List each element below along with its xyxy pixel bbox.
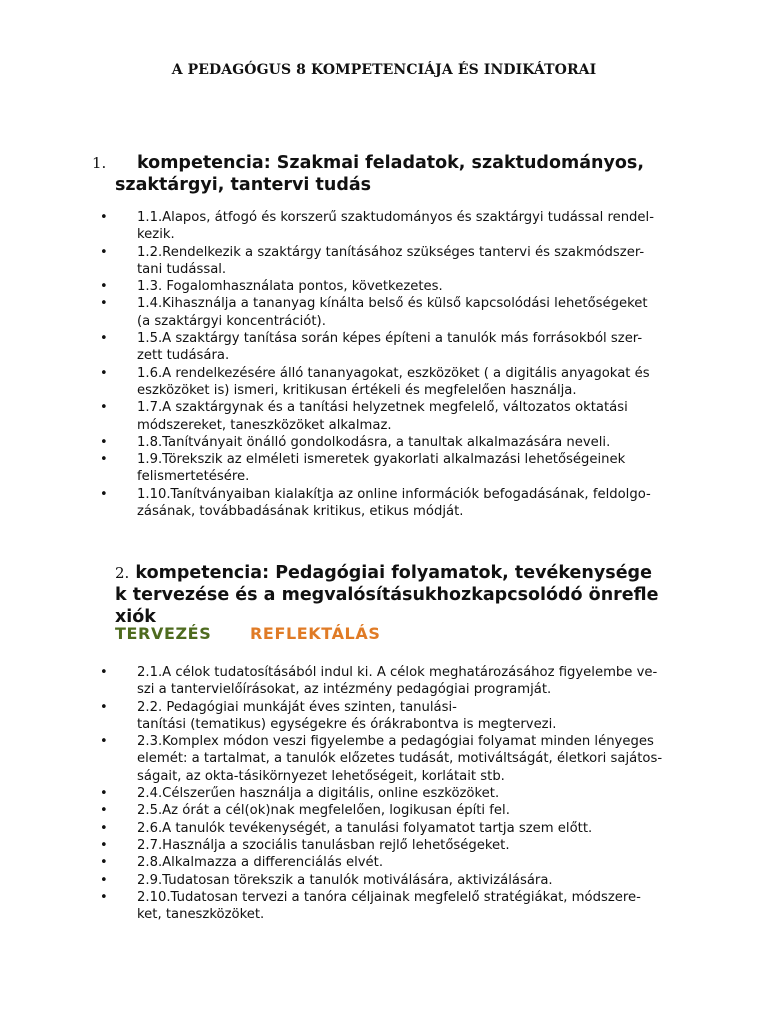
indicator-item (0, 664, 768, 699)
indicator-item (0, 802, 768, 819)
indicator-text: 2.6.A tanulók tevékenységét, a tanulási folyamatot tartja szem előtt. (137, 820, 593, 836)
bullet-icon: • (100, 699, 108, 715)
indicator-text: 1.3. Fogalomhasználata pontos, következetes. (137, 279, 443, 295)
bullet-icon: • (100, 244, 108, 260)
indicator-text: 2.8.Alkalmazza a differenciálás elvét. (137, 855, 384, 871)
indicator-text: 1.4.Kihasználja a tananyag kínálta belső és külső kapcsolódási lehetőségeket (a szaktárgyi koncentrációt). (137, 296, 648, 329)
indicator-text: 2.4.Célszerűen használja a digitális, online eszközöket. (137, 786, 500, 802)
bullet-icon: • (100, 734, 108, 750)
section-1-indicator-list (0, 209, 768, 520)
bullet-icon: • (100, 665, 108, 680)
section-1-heading-line-2: szaktárgyi, tantervi tudás (115, 175, 372, 195)
indicator-text: 2.9.Tudatosan törekszik a tanulók motiválására, aktivizálására. (137, 872, 553, 888)
bullet-icon: • (100, 400, 108, 416)
section-1-number: 1. (92, 154, 107, 172)
bullet-icon: • (100, 452, 108, 468)
bullet-icon: • (100, 786, 108, 802)
section-2-number: 2. (115, 564, 130, 582)
label-planning: TERVEZÉS (115, 624, 212, 643)
indicator-text: 2.1.A célok tudatosításából indul ki. A célok meghatározásához figyelembe ve- szi a tantervielőírásokat, az intézmény pedagógiai programját. (137, 665, 658, 698)
bullet-icon: • (100, 365, 108, 381)
indicator-item (0, 486, 768, 521)
indicator-item (0, 365, 768, 400)
indicator-text: 1.7.A szaktárgynak és a tanítási helyzetnek megfelelő, változatos oktatási módszereket, taneszközöket alkalmaz. (137, 400, 628, 433)
indicator-text: 1.6.A rendelkezésére álló tananyagokat, eszközöket ( a digitális anyagokat és eszközöket is) ismeri, kritikusan értékeli és megfelelően használja. (137, 365, 650, 398)
indicator-item (0, 244, 768, 279)
bullet-icon: • (100, 279, 108, 295)
section-2-heading (115, 562, 715, 628)
bullet-icon: • (100, 803, 108, 819)
bullet-icon: • (100, 820, 108, 836)
bullet-icon: • (100, 434, 108, 450)
indicator-item (0, 434, 768, 451)
indicator-item (0, 837, 768, 854)
indicator-item (0, 889, 768, 924)
indicator-item (0, 295, 768, 330)
indicator-text: 2.7.Használja a szociális tanulásban rejlő lehetőségeket. (137, 837, 510, 853)
indicator-text: 1.10.Tanítványaiban kialakítja az online információk befogadásának, feldolgo- zásának, továbbadásának kritikus, etikus módját. (137, 486, 651, 520)
indicator-text: 2.2. Pedagógiai munkáját éves szinten, tanulási- tanítási (tematikus) egységekre és órákrabontva is megtervezi. (137, 699, 557, 732)
indicator-item (0, 820, 768, 837)
indicator-item (0, 330, 768, 365)
bullet-icon: • (100, 486, 108, 502)
indicator-item (0, 872, 768, 889)
indicator-item (0, 733, 768, 785)
bullet-icon: • (100, 331, 108, 347)
section-1-heading-line-1: kompetencia: Szakmai feladatok, szaktudományos, (137, 153, 644, 173)
indicator-text: 2.10.Tudatosan tervezi a tanóra céljainak megfelelő stratégiákat, módszere- ket, taneszközöket. (137, 889, 641, 923)
bullet-icon: • (100, 889, 108, 905)
indicator-item (0, 785, 768, 802)
bullet-icon: • (100, 872, 108, 888)
indicator-item (0, 278, 768, 295)
document-title: A PEDAGÓGUS 8 KOMPETENCIÁJA ÉS INDIKÁTORAI (171, 62, 597, 78)
indicator-text: 1.2.Rendelkezik a szaktárgy tanításához szükséges tantervi és szakmódszer- tani tudással. (137, 244, 645, 277)
indicator-text: 1.1.Alapos, átfogó és korszerű szaktudományos és szaktárgyi tudással rendel- kezik. (137, 210, 654, 243)
bullet-icon: • (100, 837, 108, 853)
indicator-item (0, 399, 768, 434)
section-2-heading-line-1: 2. kompetencia: Pedagógiai folyamatok, tevékenysége (115, 563, 652, 583)
indicator-item (0, 854, 768, 871)
indicator-text: 1.9.Törekszik az elméleti ismeretek gyakorlati alkalmazási lehetőségeinek felismertetésére. (137, 452, 626, 485)
section-2-heading-line-3: xiók (115, 607, 156, 627)
section-2-heading-line-2: k tervezése és a megvalósításukhozkapcsolódó önrefle (115, 585, 659, 605)
indicator-item (0, 699, 768, 734)
bullet-icon: • (100, 855, 108, 871)
indicator-text: 2.3.Komplex módon veszi figyelembe a pedagógiai folyamat minden lényeges elemét: a tartalmat, a tanulók előzetes tudását, motiváltságát, életkori sajátos- ságait, az okta-tásikörnyezet lehetőségeit, korlátait stb. (137, 734, 663, 784)
indicator-item (0, 451, 768, 486)
bullet-icon: • (100, 296, 108, 312)
indicator-text: 2.5.Az órát a cél(ok)nak megfelelően, logikusan építi fel. (137, 803, 510, 819)
indicator-text: 1.8.Tanítványait önálló gondolkodásra, a tanultak alkalmazására neveli. (137, 434, 611, 450)
section-2-indicator-list (0, 664, 768, 923)
bullet-icon: • (100, 210, 108, 225)
indicator-item (0, 209, 768, 244)
indicator-text: 1.5.A szaktárgy tanítása során képes építeni a tanulók más forrásokból szer- zett tudására. (137, 331, 643, 364)
label-reflecting: REFLEKTÁLÁS (250, 624, 381, 643)
